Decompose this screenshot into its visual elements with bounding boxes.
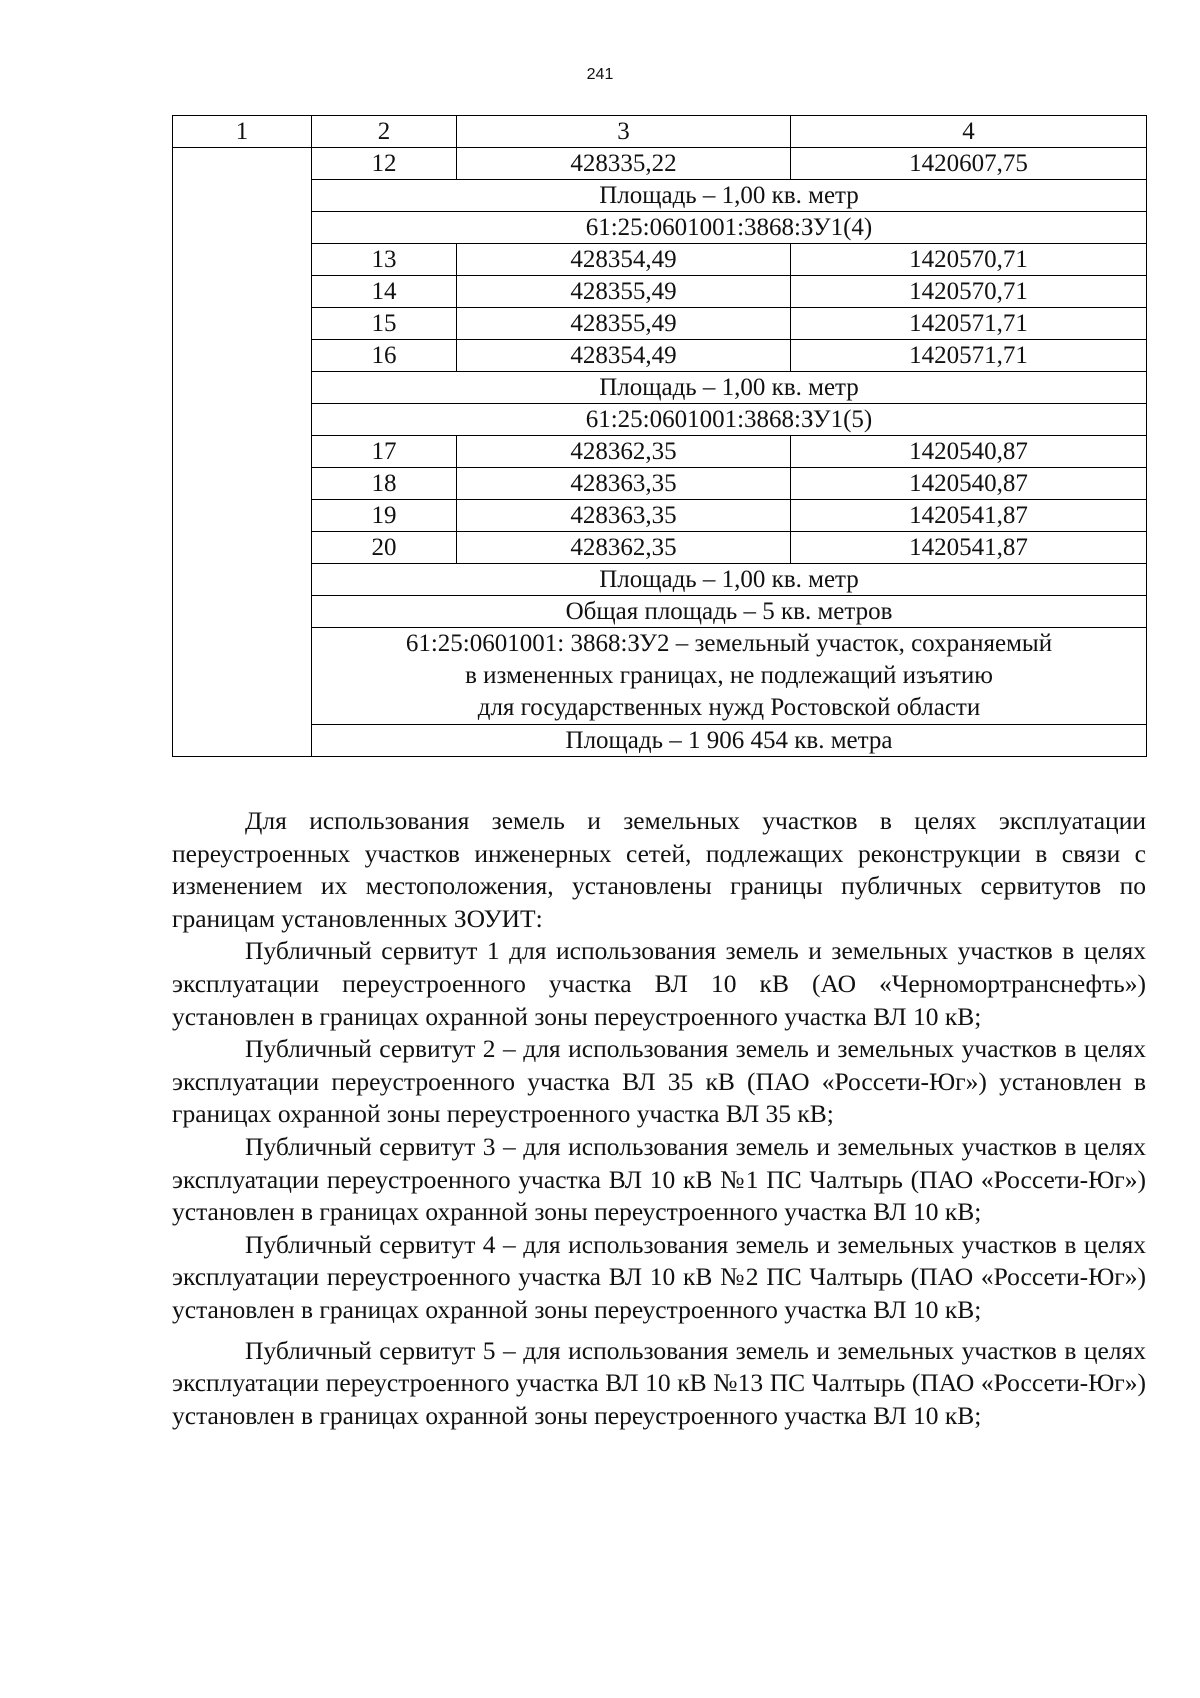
x-coordinate-cell: 428335,22 [457, 148, 791, 180]
y-coordinate-cell: 1420541,87 [791, 500, 1147, 532]
x-coordinate-cell: 428362,35 [457, 532, 791, 564]
table-row [173, 628, 1147, 725]
merged-column-1-cell [173, 148, 312, 757]
y-coordinate-cell: 1420571,71 [791, 340, 1147, 372]
table-row [173, 212, 1147, 244]
table-row [173, 725, 1147, 757]
table-row [173, 404, 1147, 436]
table-header-cell: 1 [173, 116, 312, 148]
y-coordinate-cell: 1420607,75 [791, 148, 1147, 180]
easement-2-paragraph: Публичный сервитут 2 – для использования земель и земельных участков в целях эксплуатации переустроенного участка ВЛ 35 кВ (ПАО «Россети-Юг») установлен в границах охранной зоны переустроенного участка ВЛ 35 кВ; [172, 1034, 1146, 1129]
table-header-cell: 3 [457, 116, 791, 148]
y-coordinate-cell: 1420570,71 [791, 244, 1147, 276]
point-number-cell: 15 [312, 308, 457, 340]
intro-paragraph: Для использования земель и земельных участков в целях эксплуатации переустроенных участков инженерных сетей, подлежащих реконструкции в связи с изменением их местоположения, установлены границы публичных сервитутов по границам установленных ЗОУИТ: [172, 806, 1146, 933]
x-coordinate-cell: 428355,49 [457, 276, 791, 308]
x-coordinate-cell: 428363,35 [457, 468, 791, 500]
parcel-description-cell [312, 628, 1147, 725]
total-area-cell: Общая площадь – 5 кв. метров [312, 596, 1147, 628]
table-header-row [173, 116, 1147, 148]
easement-3-paragraph: Публичный сервитут 3 – для использования земель и земельных участков в целях эксплуатации переустроенного участка ВЛ 10 кВ №1 ПС Чалтырь (ПАО «Россети-Юг») установлен в границах охранной зоны переустроенного участка ВЛ 10 кВ; [172, 1131, 1146, 1227]
table-row [173, 180, 1147, 212]
coordinates-table [172, 115, 1147, 757]
y-coordinate-cell: 1420571,71 [791, 308, 1147, 340]
point-number-cell: 18 [312, 468, 457, 500]
easement-5-paragraph: Публичный сервитут 5 – для использования земель и земельных участков в целях эксплуатации переустроенного участка ВЛ 10 кВ №13 ПС Чалтырь (ПАО «Россети-Юг») установлен в границах охранной зоны переустроенного участка ВЛ 10 кВ; [172, 1335, 1146, 1430]
table-header-cell: 4 [791, 116, 1147, 148]
page-number: 241 [586, 66, 614, 83]
area-cell: Площадь – 1,00 кв. метр [312, 372, 1147, 404]
body-text [172, 805, 1146, 1432]
x-coordinate-cell: 428354,49 [457, 340, 791, 372]
y-coordinate-cell: 1420540,87 [791, 436, 1147, 468]
table-row [173, 340, 1147, 372]
easement-1-paragraph: Публичный сервитут 1 для использования земель и земельных участков в целях эксплуатации переустроенного участка ВЛ 10 кВ (АО «Черномортранснефть») установлен в границах охранной зоны переустроенного участка ВЛ 10 кВ; [172, 936, 1146, 1031]
x-coordinate-cell: 428355,49 [457, 308, 791, 340]
point-number-cell: 20 [312, 532, 457, 564]
area-cell: Площадь – 1,00 кв. метр [312, 180, 1147, 212]
table-row [173, 468, 1147, 500]
table-row [173, 244, 1147, 276]
cadastral-number-cell: 61:25:0601001:3868:ЗУ1(5) [312, 404, 1147, 436]
table-header-cell: 2 [312, 116, 457, 148]
point-number-cell: 14 [312, 276, 457, 308]
parcel-description-line: для государственных нужд Ростовской области [477, 694, 981, 721]
y-coordinate-cell: 1420541,87 [791, 532, 1147, 564]
table-row [173, 436, 1147, 468]
parcel-description-line: 61:25:0601001: 3868:ЗУ2 – земельный участок, сохраняемый [405, 630, 1053, 657]
parcel-description-line: в измененных границах, не подлежащий изъятию [465, 662, 993, 689]
area-cell: Площадь – 1,00 кв. метр [312, 564, 1147, 596]
point-number-cell: 17 [312, 436, 457, 468]
table-row [173, 500, 1147, 532]
table-row [173, 532, 1147, 564]
y-coordinate-cell: 1420540,87 [791, 468, 1147, 500]
easement-4-paragraph: Публичный сервитут 4 – для использования земель и земельных участков в целях эксплуатации переустроенного участка ВЛ 10 кВ №2 ПС Чалтырь (ПАО «Россети-Юг») установлен в границах охранной зоны переустроенного участка ВЛ 10 кВ; [172, 1229, 1146, 1324]
point-number-cell: 12 [312, 148, 457, 180]
table-row [173, 148, 1147, 180]
point-number-cell: 13 [312, 244, 457, 276]
table-row [173, 564, 1147, 596]
final-area-cell: Площадь – 1 906 454 кв. метра [312, 725, 1147, 757]
cadastral-number-cell: 61:25:0601001:3868:ЗУ1(4) [312, 212, 1147, 244]
y-coordinate-cell: 1420570,71 [791, 276, 1147, 308]
x-coordinate-cell: 428362,35 [457, 436, 791, 468]
x-coordinate-cell: 428354,49 [457, 244, 791, 276]
point-number-cell: 16 [312, 340, 457, 372]
table-row [173, 276, 1147, 308]
table-row [173, 372, 1147, 404]
x-coordinate-cell: 428363,35 [457, 500, 791, 532]
table-row [173, 596, 1147, 628]
table-row [173, 308, 1147, 340]
point-number-cell: 19 [312, 500, 457, 532]
